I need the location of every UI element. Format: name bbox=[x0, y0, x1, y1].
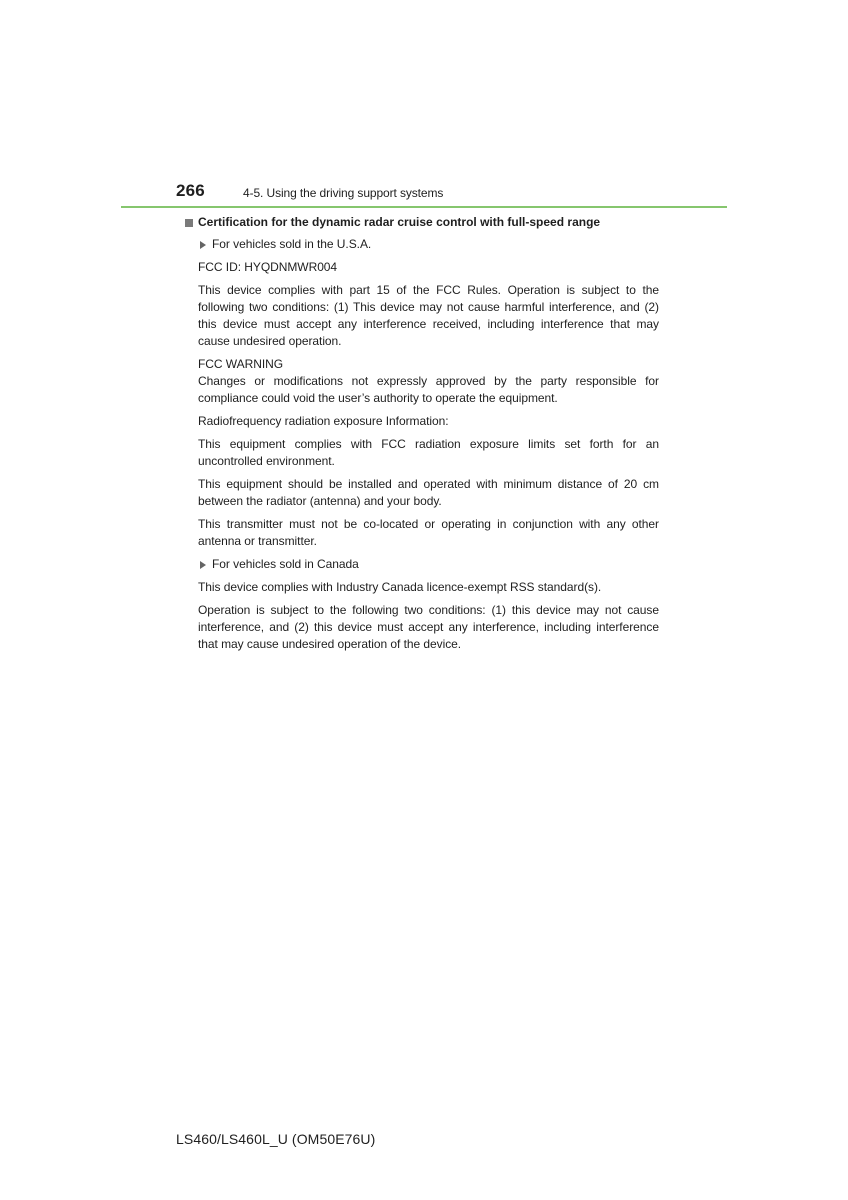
page-content bbox=[185, 214, 659, 659]
fcc-warning-paragraph: Changes or modifications not expressly approved by the party responsible for compliance could void the user’s authority to operate the equipment. bbox=[198, 374, 659, 405]
triangle-right-icon bbox=[200, 561, 206, 569]
usa-subhead-label: For vehicles sold in the U.S.A. bbox=[212, 237, 372, 251]
canada-conditions-paragraph: Operation is subject to the following two conditions: (1) this device may not cause interference, and (2) this device must accept any interference, including interference that may cause undesired operation of the device. bbox=[198, 603, 659, 651]
rf-exposure-limit-paragraph: This equipment complies with FCC radiation exposure limits set forth for an uncontrolled environment. bbox=[198, 437, 659, 468]
certification-heading bbox=[185, 214, 659, 231]
canada-compliance-paragraph: This device complies with Industry Canada licence-exempt RSS standard(s). bbox=[198, 580, 602, 594]
section-title: 4-5. Using the driving support systems bbox=[243, 186, 444, 200]
page-number: 266 bbox=[176, 181, 205, 200]
fcc-warning-label: FCC WARNING bbox=[198, 357, 283, 371]
model-code-footer: LS460/LS460L_U (OM50E76U) bbox=[176, 1131, 376, 1147]
page-header bbox=[176, 181, 728, 205]
certification-heading-label: Certification for the dynamic radar cruise control with full-speed range bbox=[198, 215, 601, 229]
fcc-id: FCC ID: HYQDNMWR004 bbox=[198, 260, 338, 274]
usa-subhead bbox=[198, 236, 659, 253]
rf-exposure-heading: Radiofrequency radiation exposure Information: bbox=[198, 414, 449, 428]
canada-subhead-label: For vehicles sold in Canada bbox=[212, 557, 359, 571]
header-divider bbox=[121, 206, 727, 208]
co-location-paragraph: This transmitter must not be co-located or operating in conjunction with any other antenna or transmitter. bbox=[198, 517, 659, 548]
usa-compliance-paragraph: This device complies with part 15 of the FCC Rules. Operation is subject to the following two conditions: (1) This device may not cause harmful interference, and (2) this device must accept any interference received, including interference that may cause undesired operation. bbox=[198, 283, 659, 348]
rf-distance-paragraph: This equipment should be installed and operated with minimum distance of 20 cm between the radiator (antenna) and your body. bbox=[198, 477, 659, 508]
triangle-right-icon bbox=[200, 241, 206, 249]
square-icon bbox=[185, 219, 193, 227]
canada-subhead bbox=[198, 556, 659, 573]
